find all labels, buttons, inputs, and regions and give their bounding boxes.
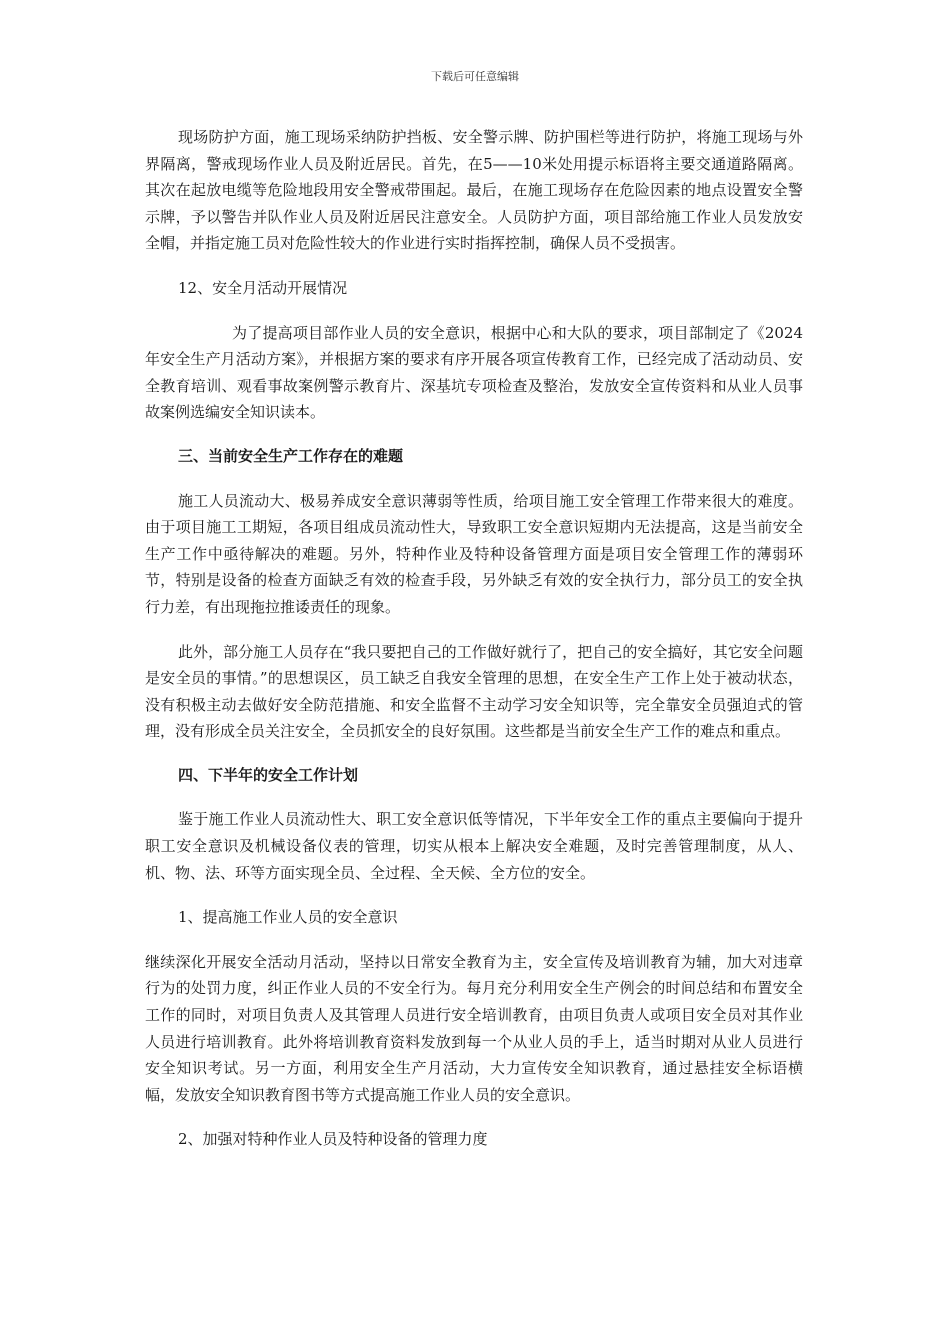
- subheading-awareness: 1、提高施工作业人员的安全意识: [178, 908, 398, 927]
- subheading-special-equipment: 2、加强对特种作业人员及特种设备的管理力度: [178, 1130, 488, 1149]
- section-heading-safety-month: 12、安全月活动开展情况: [178, 278, 348, 297]
- paragraph-awareness: 继续深化开展安全活动月活动，坚持以日常安全教育为主，安全宣传及培训教育为辅，加大对违章行为的处罚力度，纠正作业人员的不安全行为。每月充分利用安全生产例会的时间总结和布置安全工作的同时，对项目负责人及其管理人员进行安全培训教育，由项目负责人或项目安全员对其作业人员进行培训教育。此外将培训教育资料发放到每一个从业人员的手上，适当时期对从业人员进行安全知识考试。另一方面，利用安全生产月活动，大力宣传安全知识教育，通过悬挂安全标语横幅，发放安全知识教育图书等方式提高施工作业人员的安全意识。: [145, 952, 803, 1104]
- document-body: [145, 124, 803, 1153]
- paragraph-site-protection: 现场防护方面，施工现场采纳防护挡板、安全警示牌、防护围栏等进行防护，将施工现场与外界隔离，警戒现场作业人员及附近居民。首先，在5——10米处用提示标语将主要交通道路隔离。其次在起放电缆等危险地段用安全警戒带围起。最后，在施工现场存在危险因素的地点设置安全警示牌，予以警告并队作业人员及附近居民注意安全。人员防护方面，项目部给施工作业人员发放安全帽，并指定施工员对危险性较大的作业进行实时指挥控制，确保人员不受损害。: [145, 128, 803, 253]
- paragraph-plan: 鉴于施工作业人员流动性大、职工安全意识低等情况，下半年安全工作的重点主要偏向于提升职工安全意识及机械设备仪表的管理，切实从根本上解决安全难题，及时完善管理制度，从人、机、物、法、环等方面实现全员、全过程、全天候、全方位的安全。: [145, 810, 803, 882]
- page-header: 下载后可任意编辑: [431, 70, 519, 83]
- paragraph-problems-1: 施工人员流动大、极易养成安全意识薄弱等性质，给项目施工安全管理工作带来很大的难度。由于项目施工工期短，各项目组成员流动性大，导致职工安全意识短期内无法提高，这是当前安全生产工作中亟待解决的难题。另外，特种作业及特种设备管理方面是项目安全管理工作的薄弱环节，特别是设备的检查方面缺乏有效的检查手段，另外缺乏有效的安全执行力，部分员工的安全执行力差，有出现拖拉推诿责任的现象。: [145, 491, 803, 616]
- section-heading-plan: 四、下半年的安全工作计划: [178, 765, 359, 784]
- paragraph-safety-month: 为了提高项目部作业人员的安全意识，根据中心和大队的要求，项目部制定了《2024年安全生产月活动方案》，并根据方案的要求有序开展各项宣传教育工作，已经完成了活动动员、安全教育培训、观看事故案例警示教育片、深基坑专项检查及整治，发放安全宣传资料和从业人员事故案例选编安全知识读本。: [145, 323, 803, 422]
- section-heading-current-problems: 三、当前安全生产工作存在的难题: [178, 446, 404, 465]
- paragraph-problems-2: 此外，部分施工人员存在“我只要把自己的工作做好就行了，把自己的安全搞好，其它安全问题是安全员的事情。”的思想误区，员工缺乏自我安全管理的思想，在安全生产工作上处于被动状态，没有积极主动去做好安全防范措施、和安全监督不主动学习安全知识等，完全靠安全员强迫式的管理，没有形成全员关注安全，全员抓安全的良好氛围。这些都是当前安全生产工作的难点和重点。: [145, 642, 803, 741]
